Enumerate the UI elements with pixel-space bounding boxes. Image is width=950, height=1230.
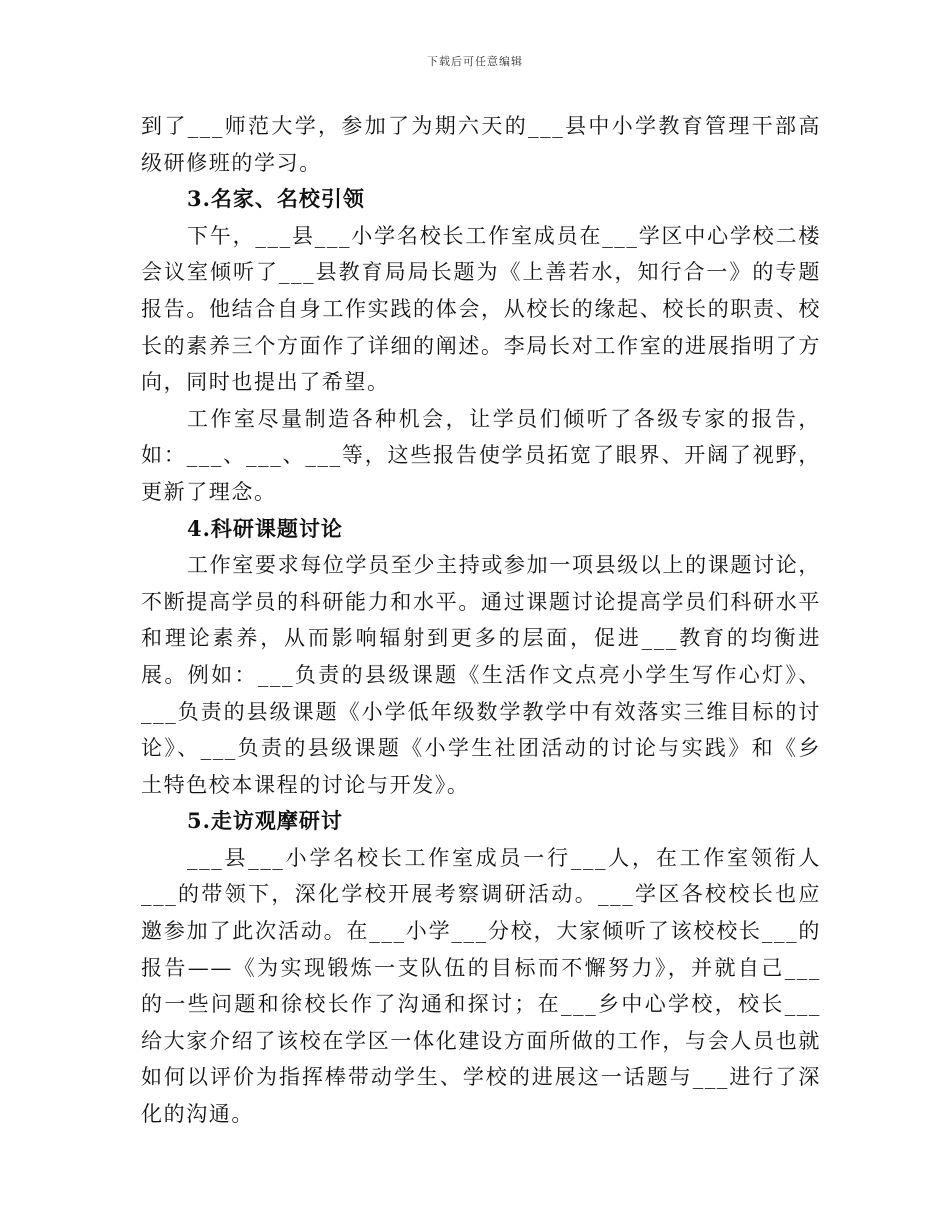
paragraph-research-topics: 工作室要求每位学员至少主持或参加一项县级以上的课题讨论，不断提高学员的科研能力和水平。通过课题讨论提高学员们科研水平和理论素养，从而影响辐射到更多的层面，促进___教育的均衡进展。例如：___负责的县级课题《生活作文点亮小学生写作心灯》、___负责的县级课题《小学低年级数学教学中有效落实三维目标的讨论》、___负责的县级课题《小学生社团活动的讨论与实践》和《乡土特色校本课程的讨论与开发》。 xyxy=(141,553,821,797)
paragraph-continuation: 到了___师范大学，参加了为期六天的___县中小学教育管理干部高级研修班的学习。 xyxy=(141,114,821,175)
section-heading-4: 4.科研课题讨论 xyxy=(187,515,343,541)
paragraph-school-visits: ___县___小学名校长工作室成员一行___人，在工作室领衔人___的带领下，深化学校开展考察调研活动。___学区各校校长也应邀参加了此次活动。在___小学___分校，大家倾听了该校校长___的报告——《为实现锻炼一支队伍的目标而不懈努力》，并就自己___的一些问题和徐校长作了沟通和探讨；在___乡中心学校，校长___给大家介绍了该校在学区一体化建设方面所做的工作，与会人员也就如何以评价为指挥棒带动学生、学校的进展这一话题与___进行了深化的沟通。 xyxy=(141,845,821,1127)
document-body xyxy=(141,108,821,1133)
page-header: 下载后可任意编辑 xyxy=(427,55,523,68)
paragraph-lecture-report: 下午，___县___小学名校长工作室成员在___学区中心学校二楼会议室倾听了___县教育局局长题为《上善若水，知行合一》的专题报告。他结合自身工作实践的体会，从校长的缘起、校长的职责、校长的素养三个方面作了详细的阐述。李局长对工作室的进展指明了方向，同时也提出了希望。 xyxy=(141,223,821,395)
section-heading-5: 5.走访观摩研讨 xyxy=(187,808,343,834)
paragraph-expert-reports: 工作室尽量制造各种机会，让学员们倾听了各级专家的报告，如：___、___、___等，这些报告使学员拓宽了眼界、开阔了视野，更新了理念。 xyxy=(141,406,821,504)
section-heading-3: 3.名家、名校引领 xyxy=(187,186,365,212)
